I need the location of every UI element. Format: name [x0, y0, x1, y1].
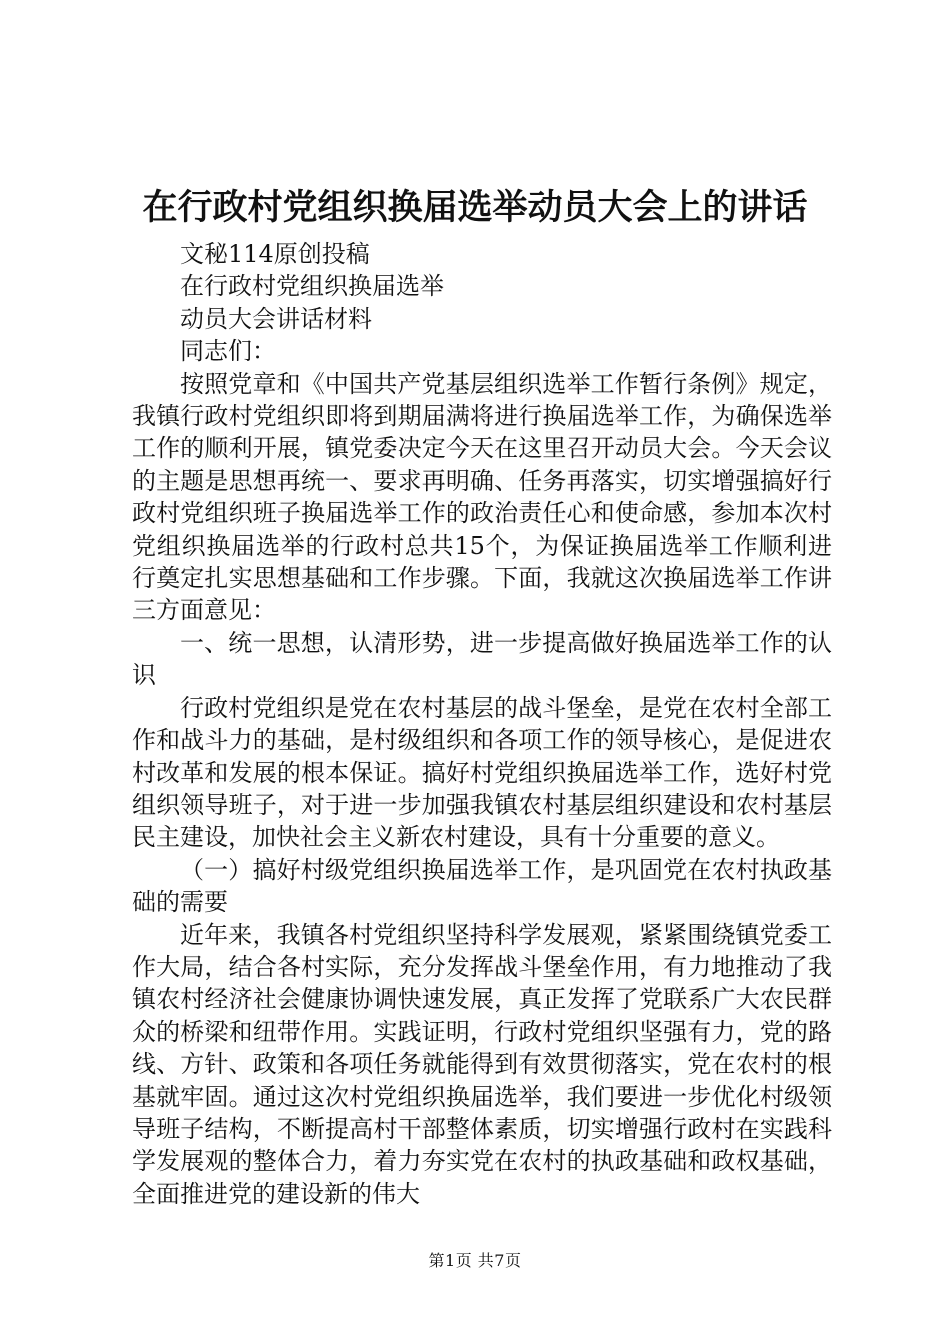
document-title: 在行政村党组织换届选举动员大会上的讲话: [142, 187, 808, 228]
section-heading: 一、统一思想，认清形势，进一步提高做好换届选举工作的认识: [132, 628, 832, 690]
page-footer: 第1页 共7页: [428, 1251, 522, 1270]
paragraph: 行政村党组织是党在农村基层的战斗堡垒，是党在农村全部工作和战斗力的基础，是村级组织和各项工作的领导核心，是促进农村改革和发展的根本保证。搞好村党组织换届选举工作，选好村党组织领导班子，对于进一步加强我镇农村基层组织建设和农村基层民主建设，加快社会主义新农村建设，具有十分重要的意义。: [132, 693, 832, 852]
paragraph: 动员大会讲话材料: [180, 304, 372, 333]
subsection-heading: （一）搞好村级党组织换届选举工作，是巩固党在农村执政基础的需要: [132, 855, 832, 917]
paragraph: 近年来，我镇各村党组织坚持科学发展观，紧紧围绕镇党委工作大局，结合各村实际，充分发挥战斗堡垒作用，有力地推动了我镇农村经济社会健康协调快速发展，真正发挥了党联系广大农民群众的桥梁和纽带作用。实践证明，行政村党组织坚强有力，党的路线、方针、政策和各项任务就能得到有效贯彻落实，党在农村的根基就牢固。通过这次村党组织换届选举，我们要进一步优化村级领导班子结构，不断提高村干部整体素质，切实增强行政村在实践科学发展观的整体合力，着力夯实党在农村的执政基础和政权基础，全面推进党的建设新的伟大: [132, 920, 832, 1208]
paragraph: 同志们：: [180, 337, 276, 366]
paragraph: 按照党章和《中国共产党基层组织选举工作暂行条例》规定，我镇行政村党组织即将到期届满将进行换届选举工作，为确保选举工作的顺利开展，镇党委决定今天在这里召开动员大会。今天会议的主题是思想再统一、要求再明确、任务再落实，切实增强搞好行政村党组织班子换届选举工作的政治责任心和使命感，参加本次村党组织换届选举的行政村总共15个，为保证换届选举工作顺利进行奠定扎实思想基础和工作步骤。下面，我就这次换届选举工作讲三方面意见：: [132, 369, 832, 625]
paragraph: 文秘114原创投稿: [180, 240, 370, 268]
paragraph: 在行政村党组织换届选举: [180, 272, 444, 301]
document-body: [132, 238, 832, 1210]
